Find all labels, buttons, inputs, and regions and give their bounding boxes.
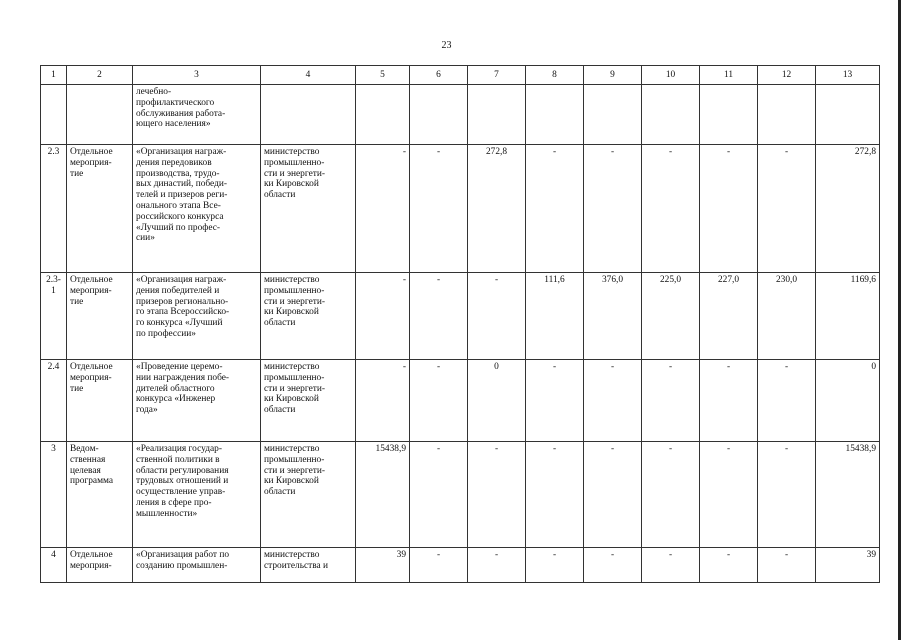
- row-number: [41, 85, 67, 145]
- funding-value: -: [356, 273, 410, 360]
- funding-value: 15438,9: [816, 442, 880, 548]
- funding-value: -: [410, 145, 468, 273]
- funding-value: [584, 85, 642, 145]
- table-row: [41, 360, 880, 442]
- funding-value: [642, 85, 700, 145]
- funding-value: 15438,9: [356, 442, 410, 548]
- funding-value: [526, 85, 584, 145]
- table-row: [41, 145, 880, 273]
- column-header: 8: [526, 66, 584, 85]
- responsible-executor: министерство строительства и: [261, 548, 356, 583]
- funding-value: 225,0: [642, 273, 700, 360]
- scan-edge-line: [898, 0, 901, 640]
- funding-value: -: [758, 442, 816, 548]
- funding-value: [700, 85, 758, 145]
- table-row: [41, 273, 880, 360]
- table-row: [41, 548, 880, 583]
- program-funding-table: [40, 65, 880, 583]
- row-number: 2.3: [41, 145, 67, 273]
- funding-value: -: [410, 360, 468, 442]
- measure-name: «Организация награж- дения победителей и призеров регионально- го этапа Всероссийско- го конкурса «Лучший по профессии»: [133, 273, 261, 360]
- measure-type: Отдельное мероприя- тие: [67, 145, 133, 273]
- funding-value: -: [410, 548, 468, 583]
- funding-value: 227,0: [700, 273, 758, 360]
- responsible-executor: министерство промышленно- сти и энергети- ки Кировской области: [261, 442, 356, 548]
- funding-value: -: [410, 442, 468, 548]
- responsible-executor: министерство промышленно- сти и энергети- ки Кировской области: [261, 145, 356, 273]
- funding-value: 272,8: [468, 145, 526, 273]
- measure-name: «Организация награж- дения передовиков производства, трудо- вых династий, победи- телей и призеров реги- онального этапа Все- российского конкурса «Лучший по профес- сии»: [133, 145, 261, 273]
- funding-value: 1169,6: [816, 273, 880, 360]
- funding-value: 230,0: [758, 273, 816, 360]
- funding-value: -: [642, 442, 700, 548]
- table-row: [41, 442, 880, 548]
- measure-name: «Проведение церемо- нии награждения побе- дителей областного конкурса «Инженер года»: [133, 360, 261, 442]
- funding-value: -: [468, 273, 526, 360]
- funding-value: -: [468, 442, 526, 548]
- row-number: 4: [41, 548, 67, 583]
- funding-value: -: [700, 442, 758, 548]
- funding-value: 39: [356, 548, 410, 583]
- column-header: 12: [758, 66, 816, 85]
- funding-value: -: [758, 548, 816, 583]
- funding-value: [356, 85, 410, 145]
- funding-value: [410, 85, 468, 145]
- measure-name: «Реализация государ- ственной политики в области регулирования трудовых отношений и осуществление управ- ления в сфере про- мышленности»: [133, 442, 261, 548]
- funding-value: -: [468, 548, 526, 583]
- funding-value: [468, 85, 526, 145]
- funding-value: 0: [468, 360, 526, 442]
- funding-value: [816, 85, 880, 145]
- funding-value: 272,8: [816, 145, 880, 273]
- funding-value: -: [700, 145, 758, 273]
- measure-type: [67, 85, 133, 145]
- funding-value: -: [526, 442, 584, 548]
- measure-type: Отдельное мероприя- тие: [67, 360, 133, 442]
- measure-type: Отдельное мероприя- тие: [67, 273, 133, 360]
- funding-value: -: [584, 360, 642, 442]
- funding-value: 376,0: [584, 273, 642, 360]
- funding-value: -: [758, 360, 816, 442]
- measure-name: лечебно- профилактического обслуживания работа- ющего населения»: [133, 85, 261, 145]
- funding-value: -: [356, 360, 410, 442]
- column-header: 2: [67, 66, 133, 85]
- table-header-row: [41, 66, 880, 85]
- measure-type: Ведом- ственная целевая программа: [67, 442, 133, 548]
- funding-value: -: [642, 360, 700, 442]
- measure-type: Отдельное мероприя-: [67, 548, 133, 583]
- funding-value: -: [526, 548, 584, 583]
- funding-value: -: [526, 360, 584, 442]
- table-row: [41, 85, 880, 145]
- column-header: 6: [410, 66, 468, 85]
- column-header: 11: [700, 66, 758, 85]
- funding-value: -: [700, 360, 758, 442]
- measure-name: «Организация работ по созданию промышлен-: [133, 548, 261, 583]
- column-header: 4: [261, 66, 356, 85]
- funding-value: -: [584, 548, 642, 583]
- row-number: 3: [41, 442, 67, 548]
- funding-value: [758, 85, 816, 145]
- responsible-executor: министерство промышленно- сти и энергети- ки Кировской области: [261, 360, 356, 442]
- funding-value: -: [410, 273, 468, 360]
- funding-value: -: [642, 145, 700, 273]
- column-header: 1: [41, 66, 67, 85]
- responsible-executor: министерство промышленно- сти и энергети- ки Кировской области: [261, 273, 356, 360]
- funding-value: 111,6: [526, 273, 584, 360]
- funding-value: -: [356, 145, 410, 273]
- funding-value: 0: [816, 360, 880, 442]
- funding-value: -: [700, 548, 758, 583]
- funding-value: -: [526, 145, 584, 273]
- column-header: 7: [468, 66, 526, 85]
- column-header: 5: [356, 66, 410, 85]
- funding-value: -: [584, 145, 642, 273]
- column-header: 9: [584, 66, 642, 85]
- funding-value: -: [584, 442, 642, 548]
- column-header: 3: [133, 66, 261, 85]
- responsible-executor: [261, 85, 356, 145]
- funding-value: -: [642, 548, 700, 583]
- row-number: 2.4: [41, 360, 67, 442]
- column-header: 10: [642, 66, 700, 85]
- funding-value: -: [758, 145, 816, 273]
- funding-value: 39: [816, 548, 880, 583]
- row-number: 2.3-1: [41, 273, 67, 360]
- page-number: 23: [441, 40, 452, 51]
- column-header: 13: [816, 66, 880, 85]
